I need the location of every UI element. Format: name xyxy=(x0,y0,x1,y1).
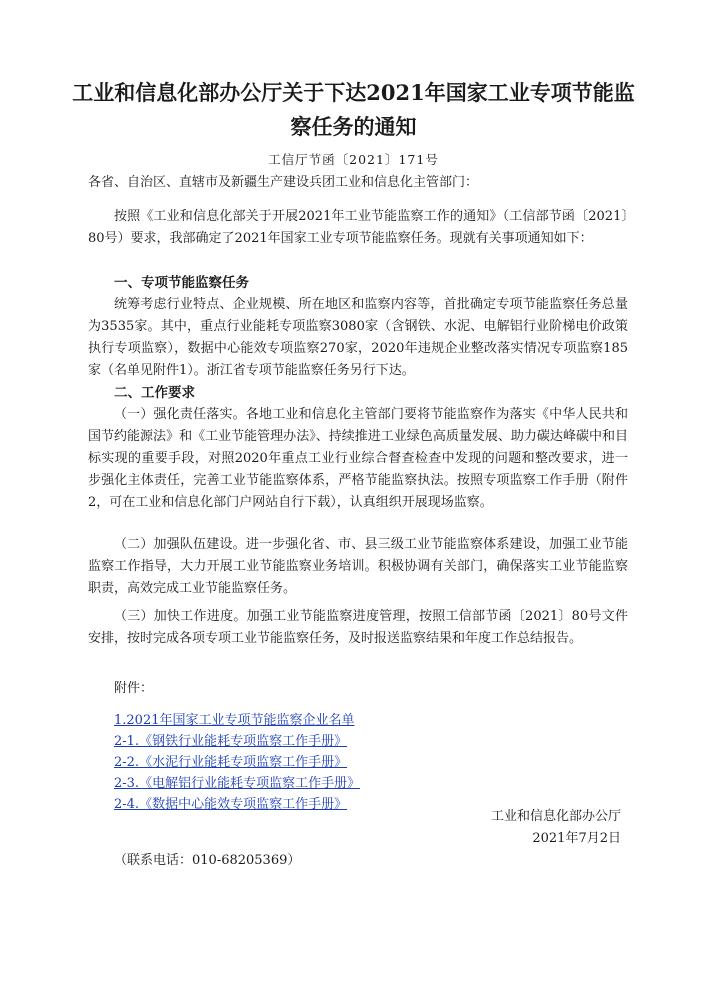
section-2-heading: 二、工作要求 xyxy=(114,385,195,401)
document-title: 工业和信息化部办公厅关于下达2021年国家工业专项节能监察任务的通知 xyxy=(72,80,635,139)
attachment-link[interactable]: 1.2021年国家工业专项节能监察企业名单 xyxy=(114,713,355,728)
contact-phone: （联系电话：010-68205369） xyxy=(114,853,301,868)
section-2-paragraph-2: （二）加强队伍建设。进一步强化省、市、县三级工业节能监察体系建设，加强工业节能监察工作指导，大力开展工业节能监察业务培训。积极协调有关部门，确保落实工业节能监察职责，高效完成工业节能监察任务。 xyxy=(88,537,628,596)
section-1-body: 统筹考虑行业特点、企业规模、所在地区和监察内容等，首批确定专项节能监察任务总量为3535家。其中，重点行业能耗专项监察3080家（含钢铁、水泥、电解铝行业阶梯电价政策执行专项监察），数据中心能效专项监察270家，2020年违规企业整改落实情况专项监察185家（名单见附件1）。浙江省专项节能监察任务另行下达。 xyxy=(88,297,628,378)
attachment-item xyxy=(114,752,360,773)
section-2-paragraph-1: （一）强化责任落实。各地工业和信息化主管部门要将节能监察作为落实《中华人民共和国节约能源法》和《工业节能管理办法》、持续推进工业绿色高质量发展、助力碳达峰碳中和目标实现的重要手段，对照2020年重点工业行业综合督查检查中发现的问题和整改要求，进一步强化主体责任，完善工业节能监察体系，严格节能监察执法。按照专项监察工作手册（附件2，可在工业和信息化部门户网站自行下载），认真组织开展现场监察。 xyxy=(88,407,628,510)
attachment-item xyxy=(114,731,360,752)
attachment-item xyxy=(114,794,360,815)
document-number: 工信厅节函〔2021〕171号 xyxy=(268,152,439,167)
section-2-paragraph-3: （三）加快工作进度。加强工业节能监察进度管理，按照工信部节函〔2021〕80号文件安排，按时完成各项专项工业节能监察任务，及时报送监察结果和年度工作总结报告。 xyxy=(88,609,628,646)
attachment-item xyxy=(114,773,360,794)
attachments-list xyxy=(114,710,360,815)
attachment-link[interactable]: 2-2.《水泥行业能耗专项监察工作手册》 xyxy=(114,755,348,770)
signature-date: 2021年7月2日 xyxy=(532,831,621,846)
attachment-link[interactable]: 2-4.《数据中心能效专项监察工作手册》 xyxy=(114,797,348,812)
signature-org: 工业和信息化部办公厅 xyxy=(490,809,621,824)
attachment-item xyxy=(114,710,360,731)
attachment-link[interactable]: 2-3.《电解铝行业能耗专项监察工作手册》 xyxy=(114,776,361,791)
section-1-heading: 一、专项节能监察任务 xyxy=(114,275,249,291)
intro-paragraph: 按照《工业和信息化部关于开展2021年工业节能监察工作的通知》（工信部节函〔2021〕80号）要求，我部确定了2021年国家工业专项节能监察任务。现就有关事项通知如下： xyxy=(88,209,628,246)
attachment-link[interactable]: 2-1.《钢铁行业能耗专项监察工作手册》 xyxy=(114,734,348,749)
attachments-label: 附件： xyxy=(114,681,154,696)
addressee: 各省、自治区、直辖市及新疆生产建设兵团工业和信息化主管部门： xyxy=(88,175,479,190)
